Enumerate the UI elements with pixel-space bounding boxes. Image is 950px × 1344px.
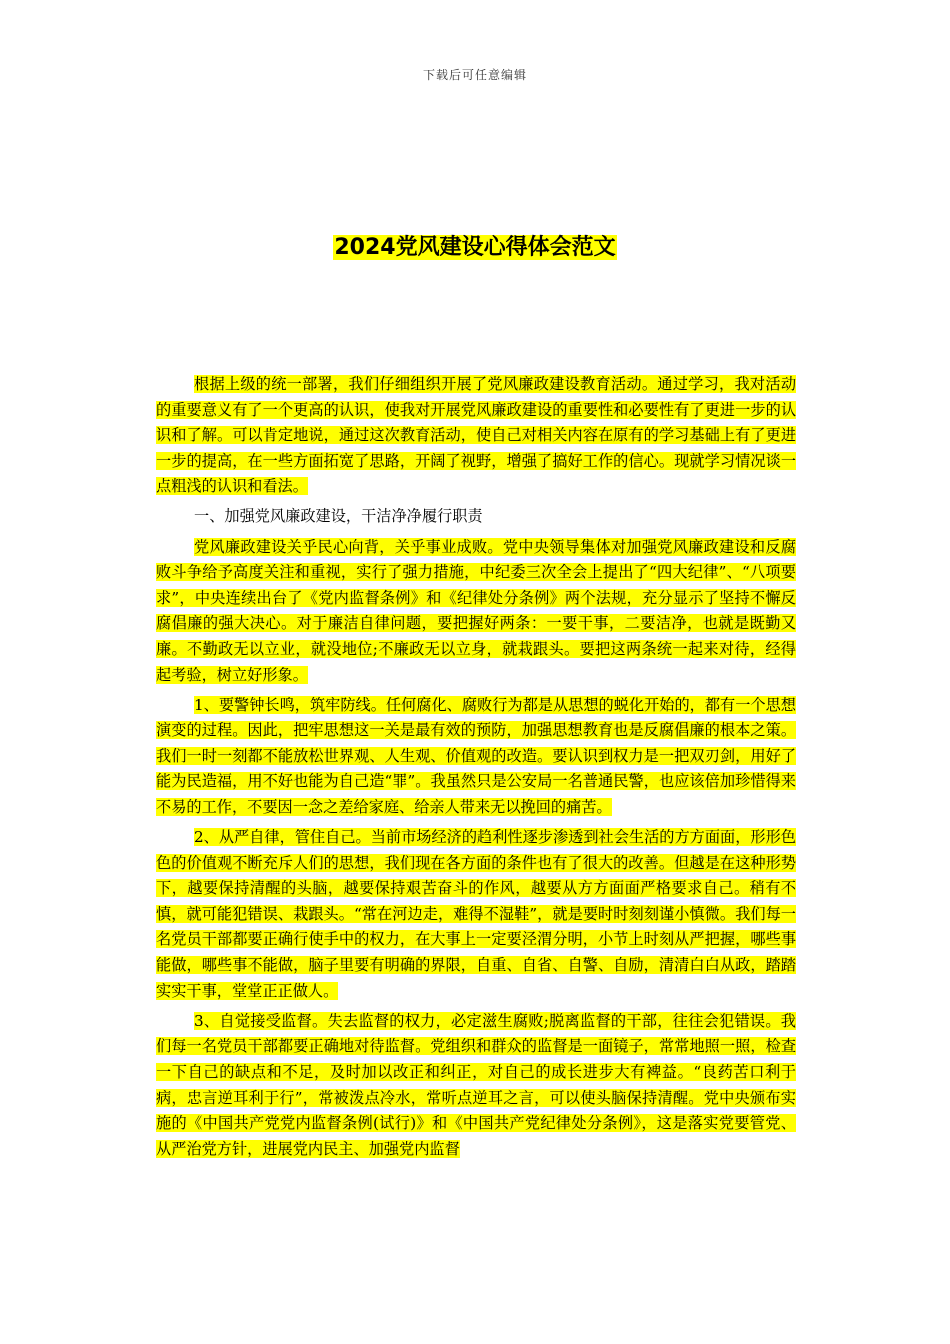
paragraph-text: 2、从严自律，管住自己。当前市场经济的趋利性逐步渗透到社会生活的方方面面，形形色色的价值观不断充斥人们的思想，我们现在各方面的条件也有了很大的改善。但越是在这种形势下，越要保持清醒的头脑，越要保持艰苦奋斗的作风，越要从方方面面严格要求自己。稍有不慎，就可能犯错误、栽跟头。“常在河边走，难得不湿鞋”，就是要时时刻刻谨小慎微。我们每一名党员干部都要正确行使手中的权力，在大事上一定要泾渭分明，小节上时刻从严把握，哪些事能做，哪些事不能做，脑子里要有明确的界限，自重、自省、自警、自励，清清白白从政，踏踏实实干事，堂堂正正做人。 [156, 828, 796, 1000]
section-heading [156, 504, 796, 530]
paragraph-point-1 [156, 693, 796, 821]
paragraph-text: 根据上级的统一部署，我们仔细组织开展了党风廉政建设教育活动。通过学习，我对活动的重要意义有了一个更高的认识，使我对开展党风廉政建设的重要性和必要性有了更进一步的认识和了解。可以肯定地说，通过这次教育活动，使自己对相关内容在原有的学习基础上有了更进一步的提高，在一些方面拓宽了思路，开阔了视野，增强了搞好工作的信心。现就学习情况谈一点粗浅的认识和看法。 [156, 375, 796, 496]
paragraph-text: 党风廉政建设关乎民心向背，关乎事业成败。党中央领导集体对加强党风廉政建设和反腐败斗争给予高度关注和重视，实行了强力措施，中纪委三次全会上提出了“四大纪律”、“八项要求”，中央连续出台了《党内监督条例》和《纪律处分条例》两个法规，充分显示了坚持不懈反腐倡廉的强大决心。对于廉洁自律问题，要把握好两条：一要干事，二要洁净，也就是既勤又廉。不勤政无以立业，就没地位;不廉政无以立身，就栽跟头。要把这两条统一起来对待，经得起考验，树立好形象。 [156, 537, 796, 684]
title-text: 2024党风建设心得体会范文 [334, 235, 616, 260]
document-body [156, 372, 796, 1167]
header-note: 下载后可任意编辑 [422, 68, 527, 82]
paragraph-section-body [156, 535, 796, 689]
paragraph-point-3 [156, 1009, 796, 1163]
paragraph-point-2 [156, 825, 796, 1004]
document-title [0, 232, 950, 264]
paragraph-intro [156, 372, 796, 500]
paragraph-text: 3、自觉接受监督。失去监督的权力，必定滋生腐败;脱离监督的干部，往往会犯错误。我们每一名党员干部都要正确地对待监督。党组织和群众的监督是一面镜子，常常地照一照，检查一下自己的缺点和不足，及时加以改正和纠正，对自己的成长进步大有裨益。“良药苦口利于病，忠言逆耳利于行”，常被泼点冷水，常听点逆耳之言，可以使头脑保持清醒。党中央颁布实施的《中国共产党党内监督条例(试行)》和《中国共产党纪律处分条例》，这是落实党要管党、从严治党方针，进展党内民主、加强党内监督 [156, 1011, 796, 1158]
section-heading-text: 一、加强党风廉政建设，干洁净净履行职责 [194, 507, 483, 526]
paragraph-text: 1、要警钟长鸣，筑牢防线。任何腐化、腐败行为都是从思想的蜕化开始的，都有一个思想演变的过程。因此，把牢思想这一关是最有效的预防，加强思想教育也是反腐倡廉的根本之策。我们一时一刻都不能放松世界观、人生观、价值观的改造。要认识到权力是一把双刃剑，用好了能为民造福，用不好也能为自己造“罪”。我虽然只是公安局一名普通民警，也应该倍加珍惜得来不易的工作，不要因一念之差给家庭、给亲人带来无以挽回的痛苦。 [156, 695, 796, 816]
